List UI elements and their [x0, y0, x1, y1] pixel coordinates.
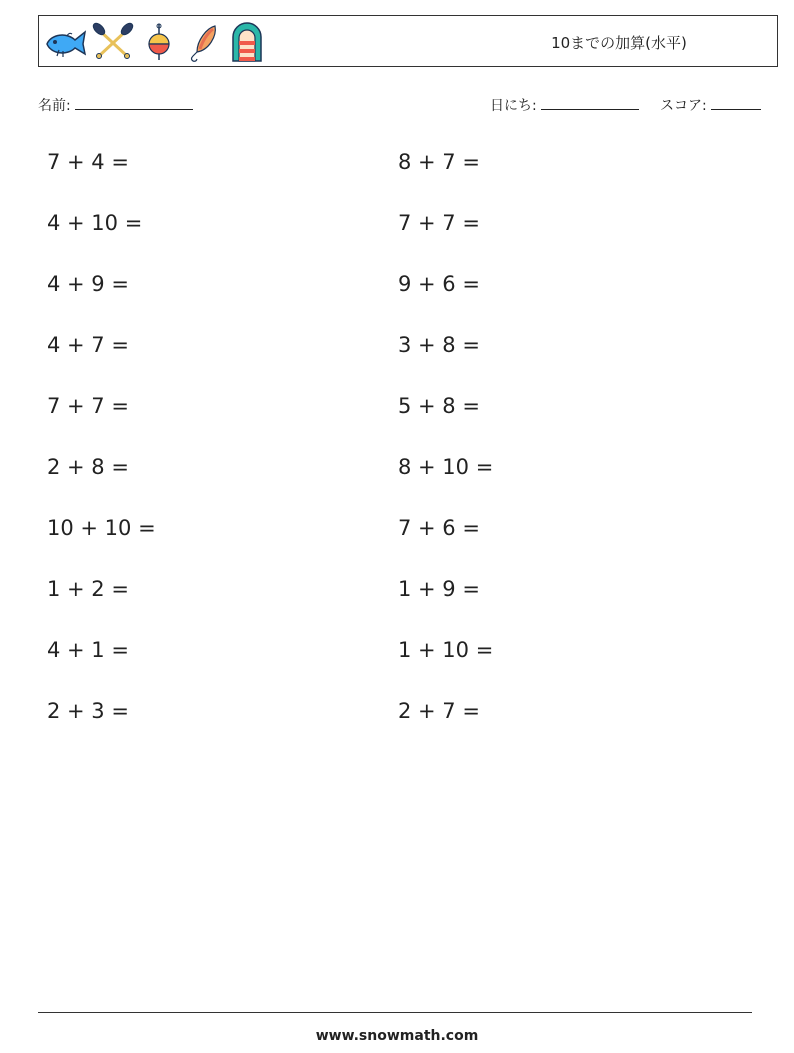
fishing-float-icon	[139, 22, 179, 62]
problem-left-5: 7 + 7 =	[47, 394, 129, 418]
name-label: 名前:	[38, 98, 71, 114]
problem-right-6: 8 + 10 =	[398, 455, 494, 479]
inflatable-boat-icon	[227, 21, 267, 63]
score-label: スコア:	[660, 98, 707, 114]
problem-left-4: 4 + 7 =	[47, 333, 129, 357]
footer-divider	[38, 1012, 752, 1013]
footer-url[interactable]: www.snowmath.com	[315, 1028, 479, 1044]
name-field	[38, 95, 193, 115]
problem-left-9: 4 + 1 =	[47, 638, 129, 662]
name-blank[interactable]	[75, 97, 193, 110]
date-label: 日にち:	[490, 98, 537, 114]
fish-icon	[43, 22, 87, 62]
problem-right-8: 1 + 9 =	[398, 577, 480, 601]
problem-right-9: 1 + 10 =	[398, 638, 494, 662]
problem-left-3: 4 + 9 =	[47, 272, 129, 296]
fishing-lure-icon	[183, 22, 223, 62]
problem-right-10: 2 + 7 =	[398, 699, 480, 723]
problem-left-2: 4 + 10 =	[47, 211, 143, 235]
crossed-oars-icon	[91, 22, 135, 62]
worksheet-header	[38, 15, 778, 67]
header-icons	[43, 20, 271, 64]
problem-left-1: 7 + 4 =	[47, 150, 129, 174]
problem-right-3: 9 + 6 =	[398, 272, 480, 296]
problem-left-10: 2 + 3 =	[47, 699, 129, 723]
problem-left-7: 10 + 10 =	[47, 516, 156, 540]
date-blank[interactable]	[541, 97, 639, 110]
problem-right-2: 7 + 7 =	[398, 211, 480, 235]
problem-right-4: 3 + 8 =	[398, 333, 480, 357]
problem-right-7: 7 + 6 =	[398, 516, 480, 540]
score-blank[interactable]	[711, 97, 761, 110]
problem-right-1: 8 + 7 =	[398, 150, 480, 174]
problem-left-6: 2 + 8 =	[47, 455, 129, 479]
date-field	[490, 95, 639, 115]
problem-right-5: 5 + 8 =	[398, 394, 480, 418]
score-field	[660, 95, 761, 115]
problem-left-8: 1 + 2 =	[47, 577, 129, 601]
worksheet-title: 10までの加算(水平)	[551, 34, 687, 52]
